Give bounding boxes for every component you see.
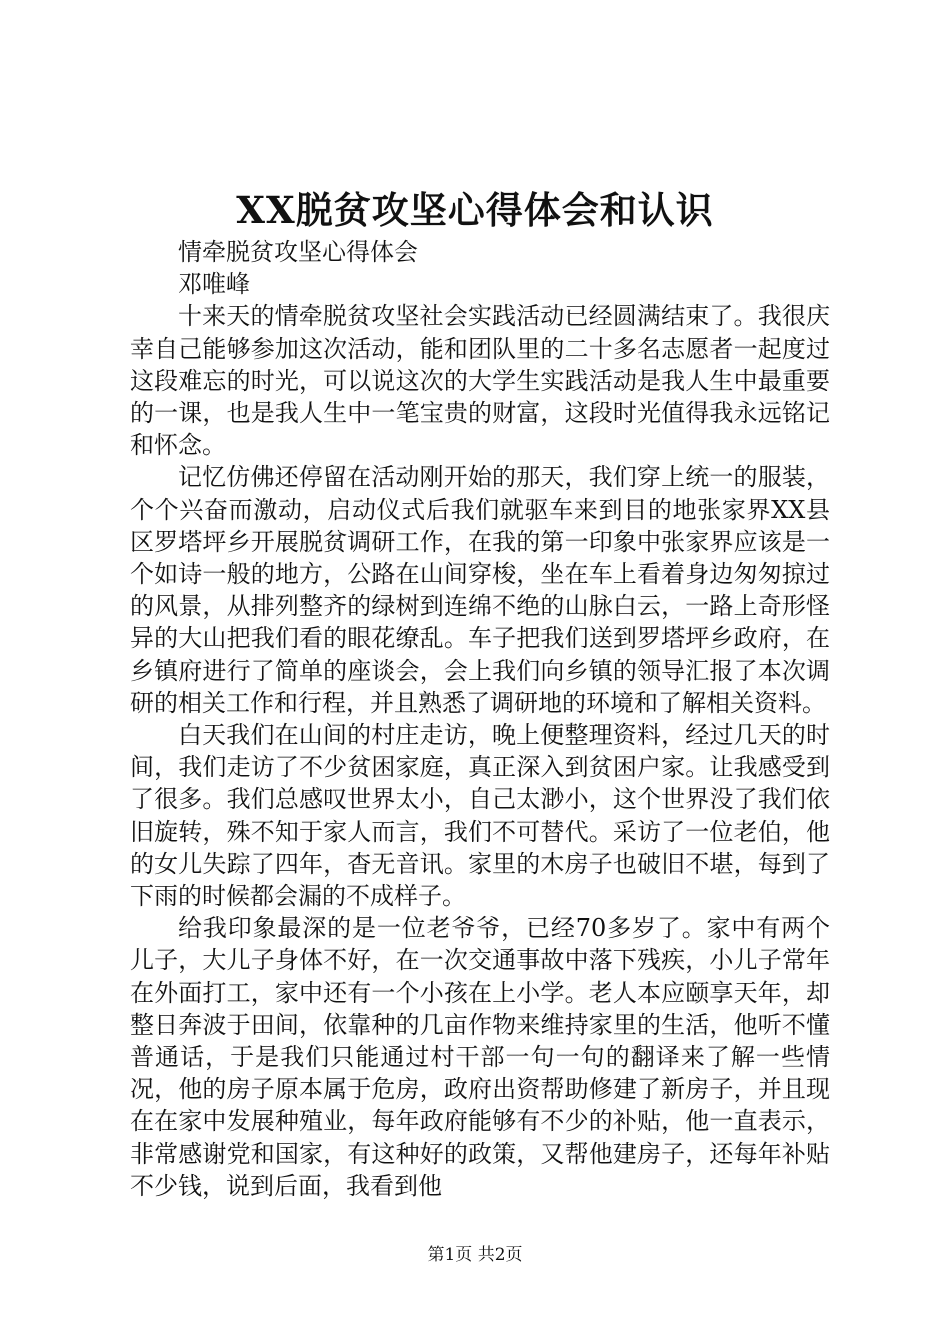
subtitle-paragraph: 情牵脱贫攻坚心得体会: [178, 238, 418, 266]
author-paragraph: 邓唯峰: [178, 270, 250, 299]
body-paragraph: 十来天的情牵脱贫攻坚社会实践活动已经圆满结束了。我很庆幸自己能够参加这次活动，能和团队里的二十多名志愿者一起度过这段难忘的时光，可以说这次的大学生实践活动是我人生中最重要的一课，也是我人生中一笔宝贵的财富，这段时光值得我永远铭记和怀念。: [130, 302, 830, 460]
body-paragraph: 白天我们在山间的村庄走访，晚上便整理资料，经过几天的时间，我们走访了不少贫困家庭，真正深入到贫困户家。让我感受到了很多。我们总感叹世界太小，自己太渺小，这个世界没了我们依旧旋转，殊不知于家人而言，我们不可替代。采访了一位老伯，他的女儿失踪了四年，杳无音讯。家里的木房子也破旧不堪，每到了下雨的时候都会漏的不成样子。: [130, 721, 830, 911]
body-paragraph: 记忆仿佛还停留在活动刚开始的那天，我们穿上统一的服装，个个兴奋而激动，启动仪式后我们就驱车来到目的地张家界XX县区罗塔坪乡开展脱贫调研工作，在我的第一印象中张家界应该是一个如诗一般的地方，公路在山间穿梭，坐在车上看着身边匆匆掠过的风景，从排列整齐的绿树到连绵不绝的山脉白云，一路上奇形怪异的大山把我们看的眼花缭乱。车子把我们送到罗塔坪乡政府，在乡镇府进行了简单的座谈会，会上我们向乡镇的领导汇报了本次调研的相关工作和行程，并且熟悉了调研地的环境和了解相关资料。: [130, 463, 830, 717]
document-body: [130, 236, 830, 1202]
page-number-footer: 第1页 共2页: [427, 1245, 523, 1265]
body-paragraph: 给我印象最深的是一位老爷爷，已经70多岁了。家中有两个儿子，大儿子身体不好，在一次交通事故中落下残疾，小儿子常年在外面打工，家中还有一个小孩在上小学。老人本应颐享天年，却整日奔波于田间，依靠种的几亩作物来维持家里的生活，他听不懂普通话，于是我们只能通过村干部一句一句的翻译来了解一些情况，他的房子原本属于危房，政府出资帮助修建了新房子，并且现在在家中发展种殖业，每年政府能够有不少的补贴，他一直表示，非常感谢党和国家，有这种好的政策，又帮他建房子，还每年补贴不少钱，说到后面，我看到他: [130, 914, 830, 1200]
document-title: XX脱贫攻坚心得体会和认识: [236, 188, 714, 232]
